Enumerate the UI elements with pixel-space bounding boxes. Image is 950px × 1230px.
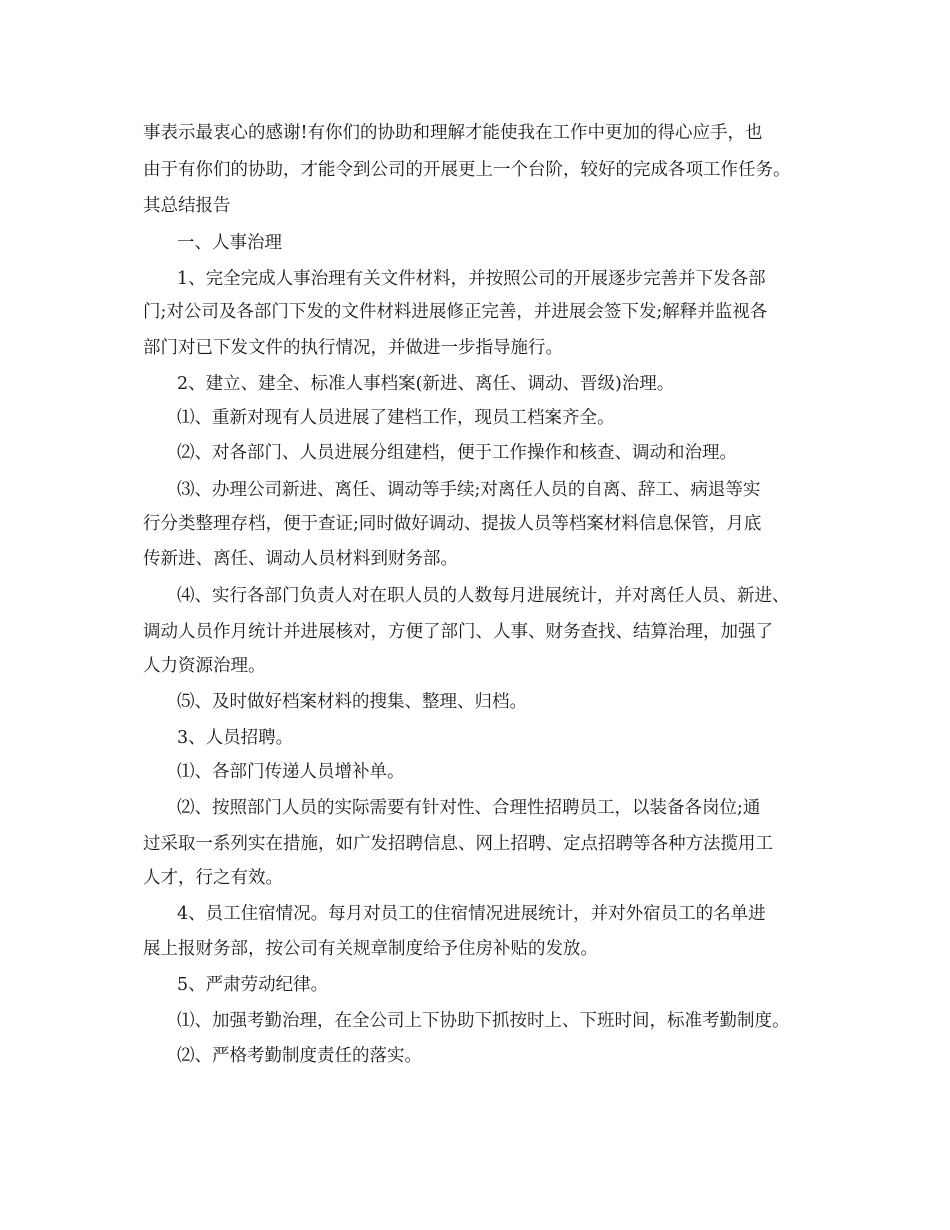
section-heading: 一、人事治理 xyxy=(177,233,282,253)
text-line: 其总结报告 xyxy=(143,196,231,216)
text-line: ⑴、重新对现有人员进展了建档工作，现员工档案齐全。 xyxy=(177,408,615,428)
text-line: ⑸、及时做好档案材料的搜集、整理、归档。 xyxy=(177,692,527,712)
section-heading: 3、人员招聘。 xyxy=(177,728,294,748)
text-line: 事表示最衷心的感谢!有你们的协助和理解才能使我在工作中更加的得心应手，也 xyxy=(143,123,763,143)
text-line: 1、完全完成人事治理有关文件材料，并按照公司的开展逐步完善并下发各部 xyxy=(177,269,766,289)
text-line: 4、员工住宿情况。每月对员工的住宿情况进展统计，并对外宿员工的名单进 xyxy=(177,904,766,924)
text-line: ⑴、各部门传递人员增补单。 xyxy=(177,762,405,782)
section-heading: 5、严肃劳动纪律。 xyxy=(177,975,329,995)
text-line: 2、建立、建全、标准人事档案(新进、离任、调动、晋级)治理。 xyxy=(177,374,675,394)
text-line: ⑵、按照部门人员的实际需要有针对性、合理性招聘员工，以装备各岗位;通 xyxy=(177,798,761,818)
text-line: 人力资源治理。 xyxy=(143,656,266,676)
text-line: ⑵、严格考勤制度责任的落实。 xyxy=(177,1046,422,1066)
text-line: 调动人员作月统计并进展核对，方便了部门、人事、财务查找、结算治理，加强了 xyxy=(143,622,773,642)
text-line: ⑵、对各部门、人员进展分组建档，便于工作操作和核查、调动和治理。 xyxy=(177,443,737,463)
text-line: 传新进、离任、调动人员材料到财务部。 xyxy=(143,549,458,569)
text-line: 人才，行之有效。 xyxy=(143,868,283,888)
text-line: ⑷、实行各部门负责人对在职人员的人数每月进展统计，并对离任人员、新进、 xyxy=(177,586,790,606)
text-line: 由于有你们的协助，才能令到公司的开展更上一个台阶，较好的完成各项工作任务。 xyxy=(143,160,791,180)
text-line: ⑶、办理公司新进、离任、调动等手续;对离任人员的自离、辞工、病退等实 xyxy=(177,480,761,500)
text-line: 门;对公司及各部门下发的文件材料进展修正完善，并进展会签下发;解释并监视各 xyxy=(143,302,768,322)
text-line: 过采取一系列实在措施，如广发招聘信息、网上招聘、定点招聘等各种方法揽用工 xyxy=(143,834,773,854)
text-line: 部门对已下发文件的执行情况，并做进一步指导施行。 xyxy=(143,338,563,358)
text-line: ⑴、加强考勤治理，在全公司上下协助下抓按时上、下班时间，标准考勤制度。 xyxy=(177,1011,790,1031)
text-line: 行分类整理存档，便于查证;同时做好调动、提拔人员等档案材料信息保管，月底 xyxy=(143,514,762,534)
text-line: 展上报财务部，按公司有关规章制度给予住房补贴的发放。 xyxy=(143,939,598,959)
